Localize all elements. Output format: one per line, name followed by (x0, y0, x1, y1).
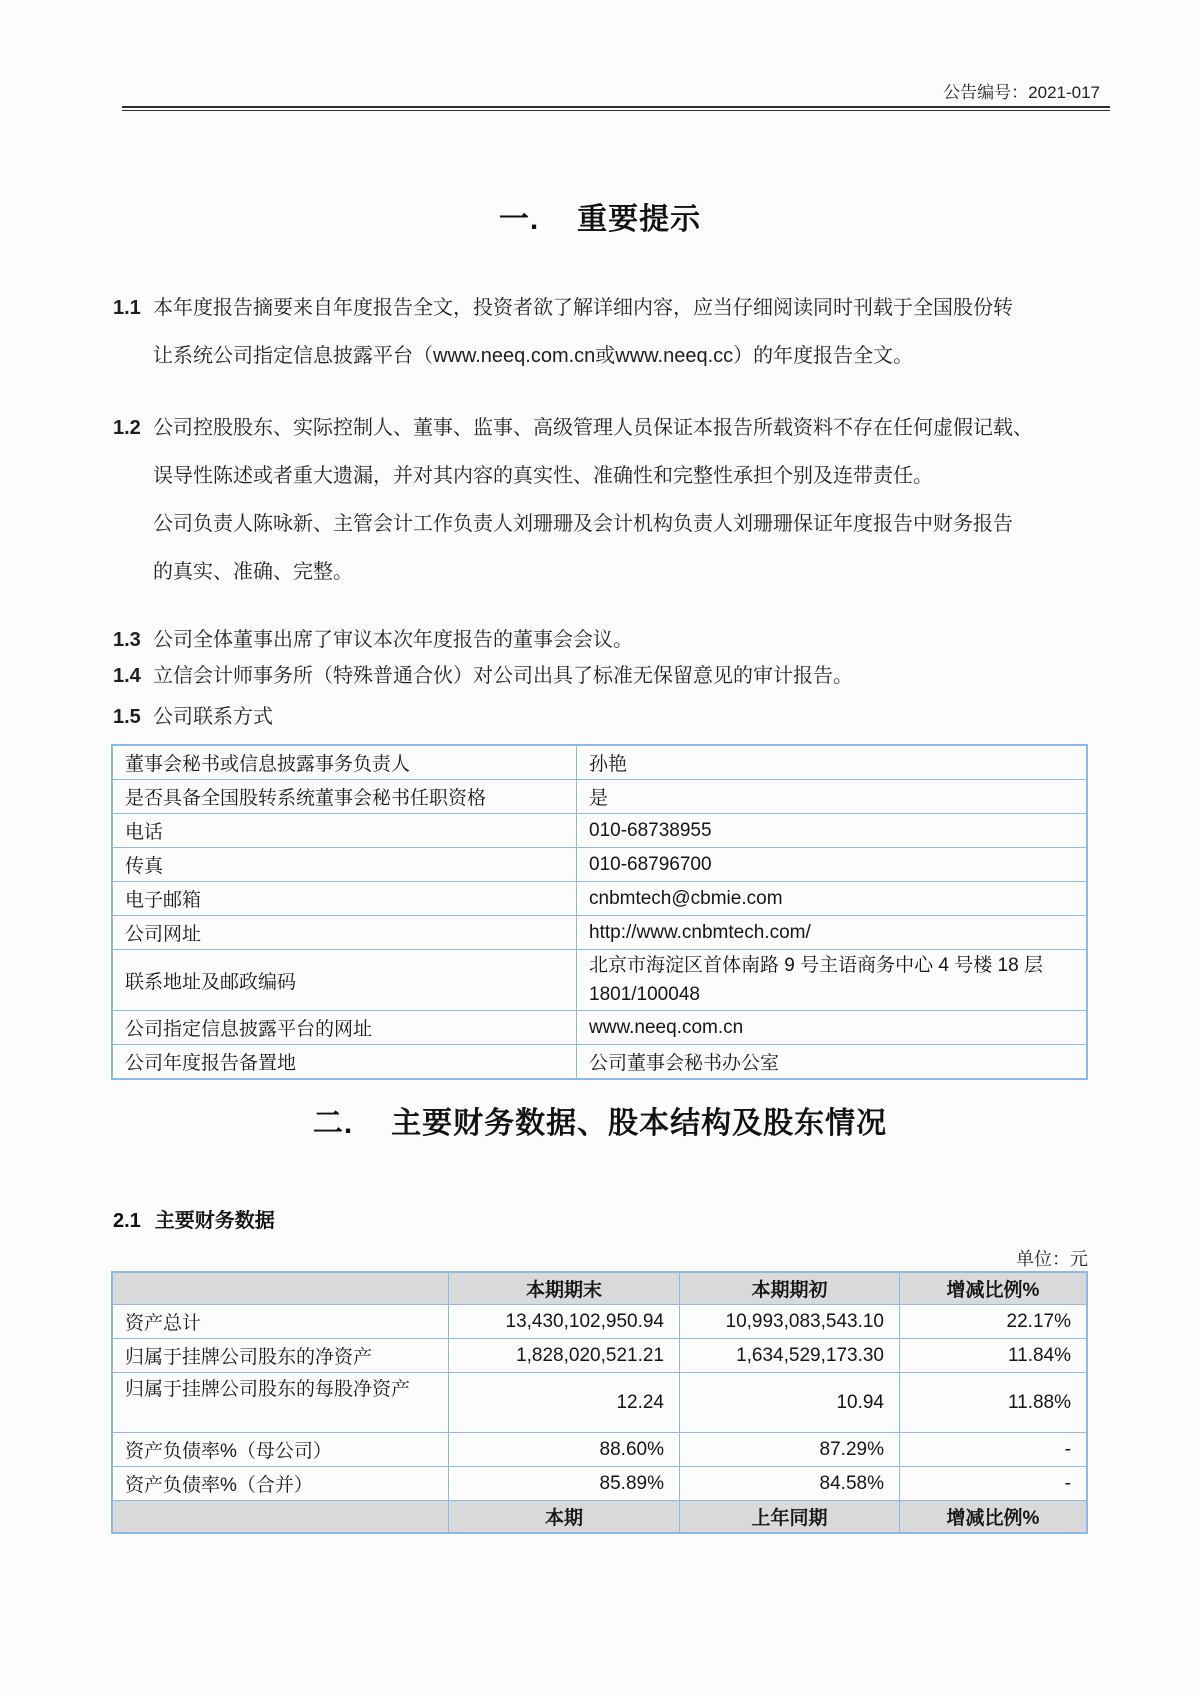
table-row (112, 745, 1087, 780)
header-rule (122, 106, 1110, 111)
row-value: cnbmtech@cbmie.com (577, 882, 1088, 916)
column-header-period-begin: 本期期初 (680, 1272, 900, 1305)
row-value: 公司董事会秘书办公室 (577, 1045, 1088, 1080)
paragraph-1-2-number: 1.2 (113, 417, 141, 439)
row-value: 010-68796700 (577, 848, 1088, 882)
announcement-number: 公告编号：2021-017 (943, 83, 1100, 102)
column-header-change-ratio: 增减比例% (900, 1501, 1088, 1534)
row-label: 公司网址 (112, 916, 577, 950)
paragraph-line: 本年度报告摘要来自年度报告全文，投资者欲了解详细内容，应当仔细阅读同时刊载于全国股份转 (153, 297, 1013, 319)
value-period-end: 85.89% (449, 1467, 680, 1501)
paragraph-line: 公司全体董事出席了审议本次年度报告的董事会会议。 (153, 629, 633, 651)
value-period-end: 88.60% (449, 1433, 680, 1467)
paragraph-1-5-title: 公司联系方式 (153, 706, 273, 728)
table-row (112, 814, 1087, 848)
table-row (112, 848, 1087, 882)
financial-table (111, 1271, 1088, 1534)
row-label: 归属于挂牌公司股东的净资产 (112, 1339, 449, 1373)
paragraph-1-4 (113, 663, 1105, 689)
column-header-blank (112, 1501, 449, 1534)
table-row (112, 916, 1087, 950)
row-label: 电话 (112, 814, 577, 848)
address-line-2: 1801/100048 (589, 984, 700, 1005)
section-2-heading (100, 1098, 1100, 1142)
subsection-2-1-number: 2.1 (113, 1210, 141, 1232)
table-row (112, 780, 1087, 814)
row-label: 资产负债率%（母公司） (112, 1433, 449, 1467)
row-label: 电子邮箱 (112, 882, 577, 916)
paragraph-line: 误导性陈述或者重大遗漏，并对其内容的真实性、准确性和完整性承担个别及连带责任。 (153, 465, 933, 487)
value-change-ratio: - (900, 1433, 1088, 1467)
table-header-row (112, 1272, 1087, 1305)
row-value: 是 (577, 780, 1088, 814)
row-label: 传真 (112, 848, 577, 882)
paragraph-1-1-number: 1.1 (113, 297, 141, 319)
row-value (577, 950, 1088, 1011)
value-period-end: 12.24 (449, 1373, 680, 1433)
subsection-2-1-title: 主要财务数据 (154, 1210, 275, 1232)
row-label: 董事会秘书或信息披露事务负责人 (112, 745, 577, 780)
table-row (112, 1305, 1087, 1339)
value-change-ratio: 11.88% (900, 1373, 1088, 1433)
paragraph-line: 立信会计师事务所（特殊普通合伙）对公司出具了标准无保留意见的审计报告。 (153, 665, 853, 687)
unit-note: 单位：元 (1016, 1249, 1088, 1269)
row-label: 公司指定信息披露平台的网址 (112, 1011, 577, 1045)
row-label: 联系地址及邮政编码 (112, 950, 577, 1011)
value-period-begin: 10.94 (680, 1373, 900, 1433)
table-row (112, 1467, 1087, 1501)
paragraph-line: 公司控股股东、实际控制人、董事、监事、高级管理人员保证本报告所载资料不存在任何虚假记载、 (153, 417, 1033, 439)
paragraph-line: 的真实、准确、完整。 (153, 561, 353, 583)
section-2-number: 二. (312, 1107, 354, 1140)
value-period-begin: 1,634,529,173.30 (680, 1339, 900, 1373)
column-header-change-ratio: 增减比例% (900, 1272, 1088, 1305)
paragraph-1-5 (113, 704, 1105, 730)
address-line-1: 北京市海淀区首体南路 9 号主语商务中心 4 号楼 18 层 (589, 955, 1043, 976)
value-period-end: 1,828,020,521.21 (449, 1339, 680, 1373)
paragraph-1-1 (113, 284, 1105, 380)
table-row (112, 950, 1087, 1011)
row-value: 010-68738955 (577, 814, 1088, 848)
row-value: 孙艳 (577, 745, 1088, 780)
section-1-title: 重要提示 (577, 203, 702, 236)
paragraph-1-2 (113, 404, 1105, 596)
section-1-heading (100, 194, 1100, 238)
value-period-end: 13,430,102,950.94 (449, 1305, 680, 1339)
row-value: www.neeq.com.cn (577, 1011, 1088, 1045)
value-period-begin: 84.58% (680, 1467, 900, 1501)
subsection-2-1-heading (113, 1204, 275, 1233)
value-change-ratio: 11.84% (900, 1339, 1088, 1373)
row-label: 资产负债率%（合并） (112, 1467, 449, 1501)
table-row (112, 1011, 1087, 1045)
contact-table (111, 744, 1088, 1080)
value-change-ratio: 22.17% (900, 1305, 1088, 1339)
row-value: http://www.cnbmtech.com/ (577, 916, 1088, 950)
table-row (112, 1433, 1087, 1467)
row-label: 是否具备全国股转系统董事会秘书任职资格 (112, 780, 577, 814)
paragraph-1-4-number: 1.4 (113, 665, 141, 687)
column-header-period-end: 本期期末 (449, 1272, 680, 1305)
paragraph-line: 让系统公司指定信息披露平台（www.neeq.com.cn或www.neeq.cc）的年度报告全文。 (153, 345, 914, 367)
value-change-ratio: - (900, 1467, 1088, 1501)
column-header-blank (112, 1272, 449, 1305)
section-1-number: 一. (498, 203, 540, 236)
table-row (112, 1373, 1087, 1433)
table-footer-header-row (112, 1501, 1087, 1534)
value-period-begin: 10,993,083,543.10 (680, 1305, 900, 1339)
row-label: 归属于挂牌公司股东的每股净资产 (112, 1373, 449, 1433)
value-period-begin: 87.29% (680, 1433, 900, 1467)
table-row (112, 1339, 1087, 1373)
paragraph-1-5-number: 1.5 (113, 706, 141, 728)
section-2-title: 主要财务数据、股本结构及股东情况 (391, 1107, 888, 1140)
column-header-current-period: 本期 (449, 1501, 680, 1534)
row-label: 资产总计 (112, 1305, 449, 1339)
paragraph-1-3-number: 1.3 (113, 629, 141, 651)
row-label: 公司年度报告备置地 (112, 1045, 577, 1080)
table-row (112, 1045, 1087, 1080)
paragraph-1-3 (113, 627, 1105, 653)
table-row (112, 882, 1087, 916)
paragraph-line: 公司负责人陈咏新、主管会计工作负责人刘珊珊及会计机构负责人刘珊珊保证年度报告中财务报告 (153, 513, 1013, 535)
column-header-prior-period: 上年同期 (680, 1501, 900, 1534)
